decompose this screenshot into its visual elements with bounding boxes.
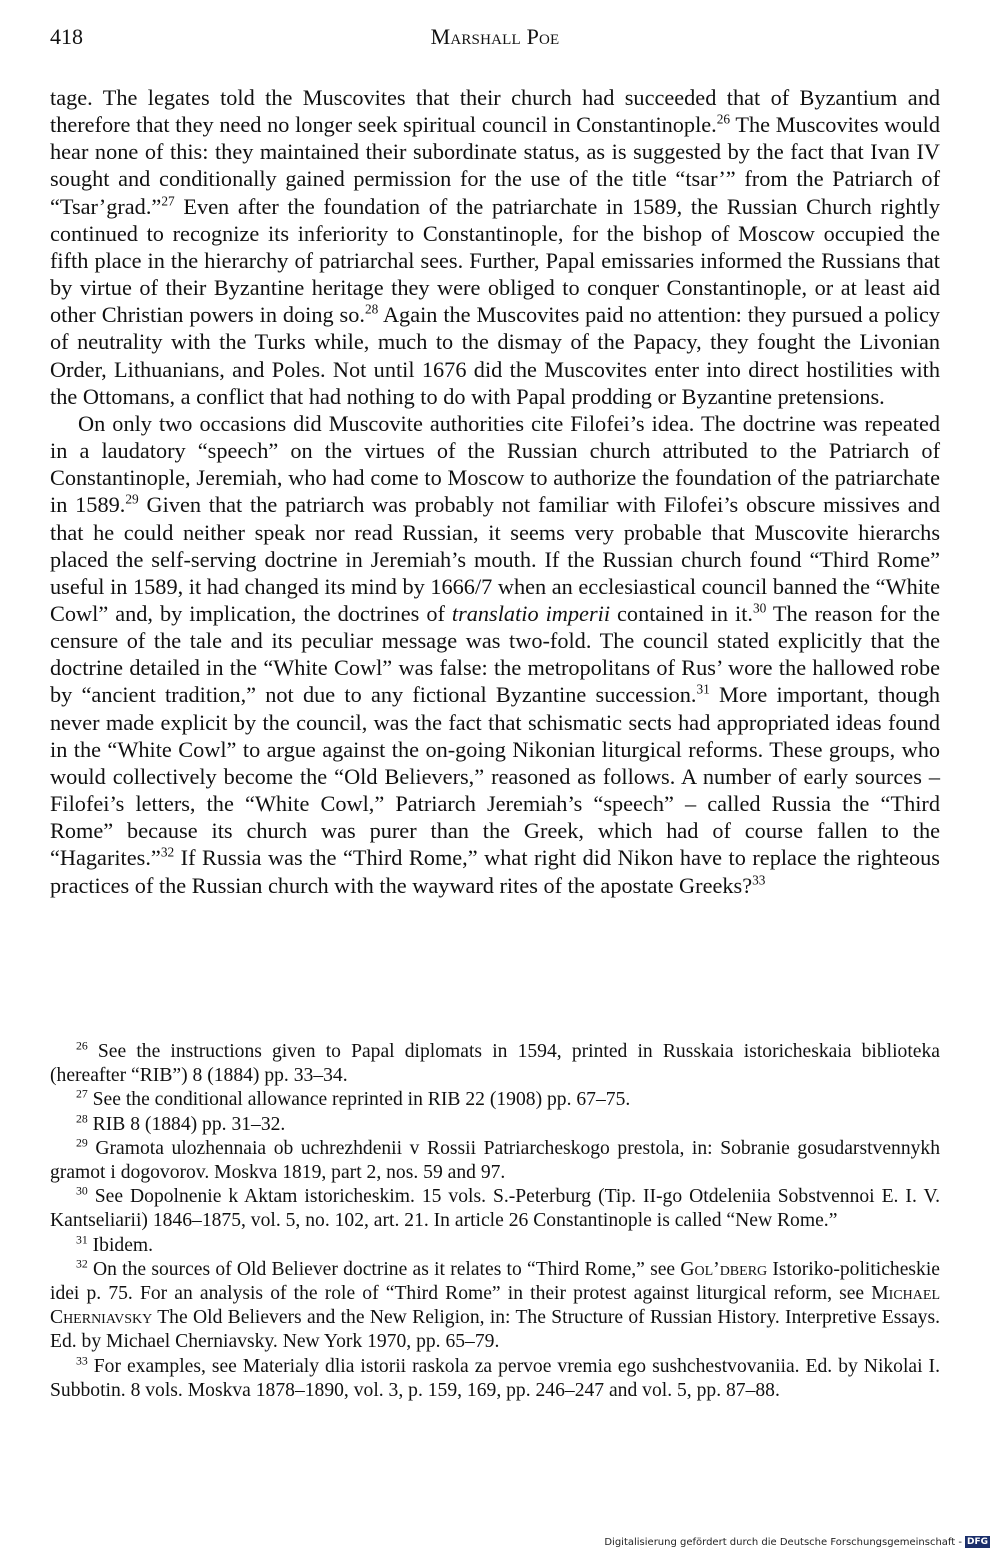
author-name: Gol’dberg [680,1258,768,1280]
footnote-ref[interactable]: 29 [125,492,139,508]
footnote-number: 32 [76,1257,88,1271]
paragraph: tage. The legates told the Muscovites that their church had succeeded that of Byzantium and therefore that they need no longer seek spiritual council in Constantinople.$^{26}$ The Muscovites would hear none of this: they maintained their subordinate status, as is suggested by the fact that Ivan IV sought and conditionally gained permission for the use of the title “tsar’” from the Patriarch of “Tsar’grad.”$^{27}$ Even after the foundation of the patriarchate in 1589, the Russian Church rightly continued to recognize its inferiority to Constantinople, for the bishop of Moscow occupied the fifth place in the hierarchy of patriarchal sees. Further, Papal emissaries informed the Russians that by virtue of their Byzantine heritage they were obliged to conquer Constantinople, or at least aid other Christian powers in doing so.$^{28}$ Again the Muscovites paid no attention: they pursued a policy of neutrality with the Turks while, much to the dismay of the Papacy, they fought the Livonian Order, Lithuanians, and Poles. Not until 1676 did the Muscovites enter into direct hostilities with the Ottomans, a conflict that had nothing to do with Papal prodding or Byzantine pretensions. [50,85,940,409]
footnote-number: 28 [76,1112,88,1126]
footnote-29: $^{29}$ Gramota ulozhennaia ob uchrezhdenii v Rossii Patriarcheskogo prestola, in: Sobranie gosudarstvennykh gramot i dogovorov. Moskva 1819, part 2, nos. 59 and 97. [50,1136,941,1184]
italic-text: translatio imperii [451,600,611,626]
footnote-number: 26 [76,1039,88,1053]
footnote-number: 33 [76,1354,88,1368]
footnote-30: $^{30}$ See Dopolnenie k Aktam istoricheskim. 15 vols. S.-Peterburg (Tip. II-go Otdeleniia Sobstvennoi E. I. V. Kantseliarii) 1846–1875, vol. 5, no. 102, art. 21. In article 26 Constantinople is called “New Rome.” [50,1184,940,1232]
footnote-33: $^{33}$ For examples, see Materialy dlia istorii raskola za pervoe vremia ego sushchestvovaniia. Ed. by Nikolai I. Subbotin. 8 vols. Moskva 1878–1890, vol. 3, p. 159, 169, pp. 246–247 and vol. 5, pp. 87–88. [50,1354,940,1401]
footnote-ref[interactable]: 27 [161,193,175,209]
footnote-28: $^{28}$ RIB 8 (1884) pp. 31–32. [76,1112,286,1135]
dfg-logo-icon: DFG [966,1537,988,1547]
author-name: Michael Cherniavsky [50,1283,940,1329]
paragraph: On only two occasions did Muscovite authorities cite Filofei’s idea. The doctrine was repeated in a laudatory “speech” on the virtues of the Russian church attributed to the Patriarch of Constantinople, Jeremiah, who had come to Moscow to authorize the foundation of the patriarchate in 1589.29 Given that the patriarch was probably not familiar with Filofei’s obscure missives and that he could neither speak nor read Russian, it seems very probable that Muscovite hierarchs placed the self-serving doctrine in Jeremiah’s mouth. If the Russian church found “Third Rome” useful in 1589, it had changed its mind by 1666/7 when an ecclesiastical council banned the “White Cowl” and, by implication, the doctrines of translatio imperii contained in it.$^{30}$ The reason for the censure of the tale and its peculiar message was two-fold. The council stated explicitly that the doctrine detailed in the “White Cowl” was false: the metropolitans of Rus’ wore the hallowed robe by “ancient tradition,” not due to any fictional Byzantine succession.$^{31}$ More important, though never made explicit by the council, was the fact that schismatic sects had appropriated ideas found in the “White Cowl” to argue against the on-going Nikonian liturgical reforms. These groups, who would collectively become the “Old Believers,” reasoned as follows. A number of early sources – Filofei’s letters, the “White Cowl,” Patriarch Jeremiah’s “speech” – called Russia the “Third Rome” because its church was purer than the Greek, which had of course fallen to the “Hagarites.”$^{32}$ If Russia was the “Third Rome,” what right did Nikon have to replace the righteous practices of the Russian church with the wayward rites of the apostate Greeks?$^{33}$ [50,410,940,898]
footnote-31: $^{31}$ Ibidem. [76,1233,154,1256]
footnote-ref[interactable]: 33 [752,872,766,888]
footnote-ref[interactable]: 30 [752,600,767,616]
body-text [50,84,940,899]
footnote-32: $^{32}$ On the sources of Old Believer doctrine as it relates to “Third Rome,” see Gol’dberg Istoriko-politicheskie idei p. 75. For an analysis of the role of “Third Rome” in their protest against liturgical reform, see Michael Cherniavsky The Old Believers and the New Religion, in: The Structure of Russian History. Interpretive Essays. Ed. by Michael Cherniavsky. New York 1970, pp. 65–79. [50,1257,940,1353]
footnotes [50,1040,940,1403]
footnote-number: 27 [76,1088,88,1102]
digitization-credit [604,1536,990,1548]
page-number: 418 [50,24,83,49]
footnote-ref[interactable]: 32 [160,845,175,861]
footnote-ref[interactable]: 26 [716,111,731,127]
footnote-number: 31 [76,1233,88,1247]
footnote-27: $^{27}$ See the conditional allowance reprinted in RIB 22 (1908) pp. 67–75. [76,1088,631,1111]
footnote-ref[interactable]: 28 [364,301,379,317]
running-head: Marshall Poe [430,24,560,49]
footnote-number: 30 [76,1184,88,1198]
page-header [50,24,940,54]
footnote-ref[interactable]: 31 [696,682,710,698]
footnote-26: $^{26}$ See the instructions given to Papal diplomats in 1594, printed in Russkaia istoricheskaia biblioteka (hereafter “RIB”) 8 (1884) pp. 33–34. [50,1039,940,1087]
footnote-number: 29 [76,1136,88,1150]
credit-text: Digitalisierung gefördert durch die Deutsche Forschungsgemeinschaft - [604,1536,962,1548]
